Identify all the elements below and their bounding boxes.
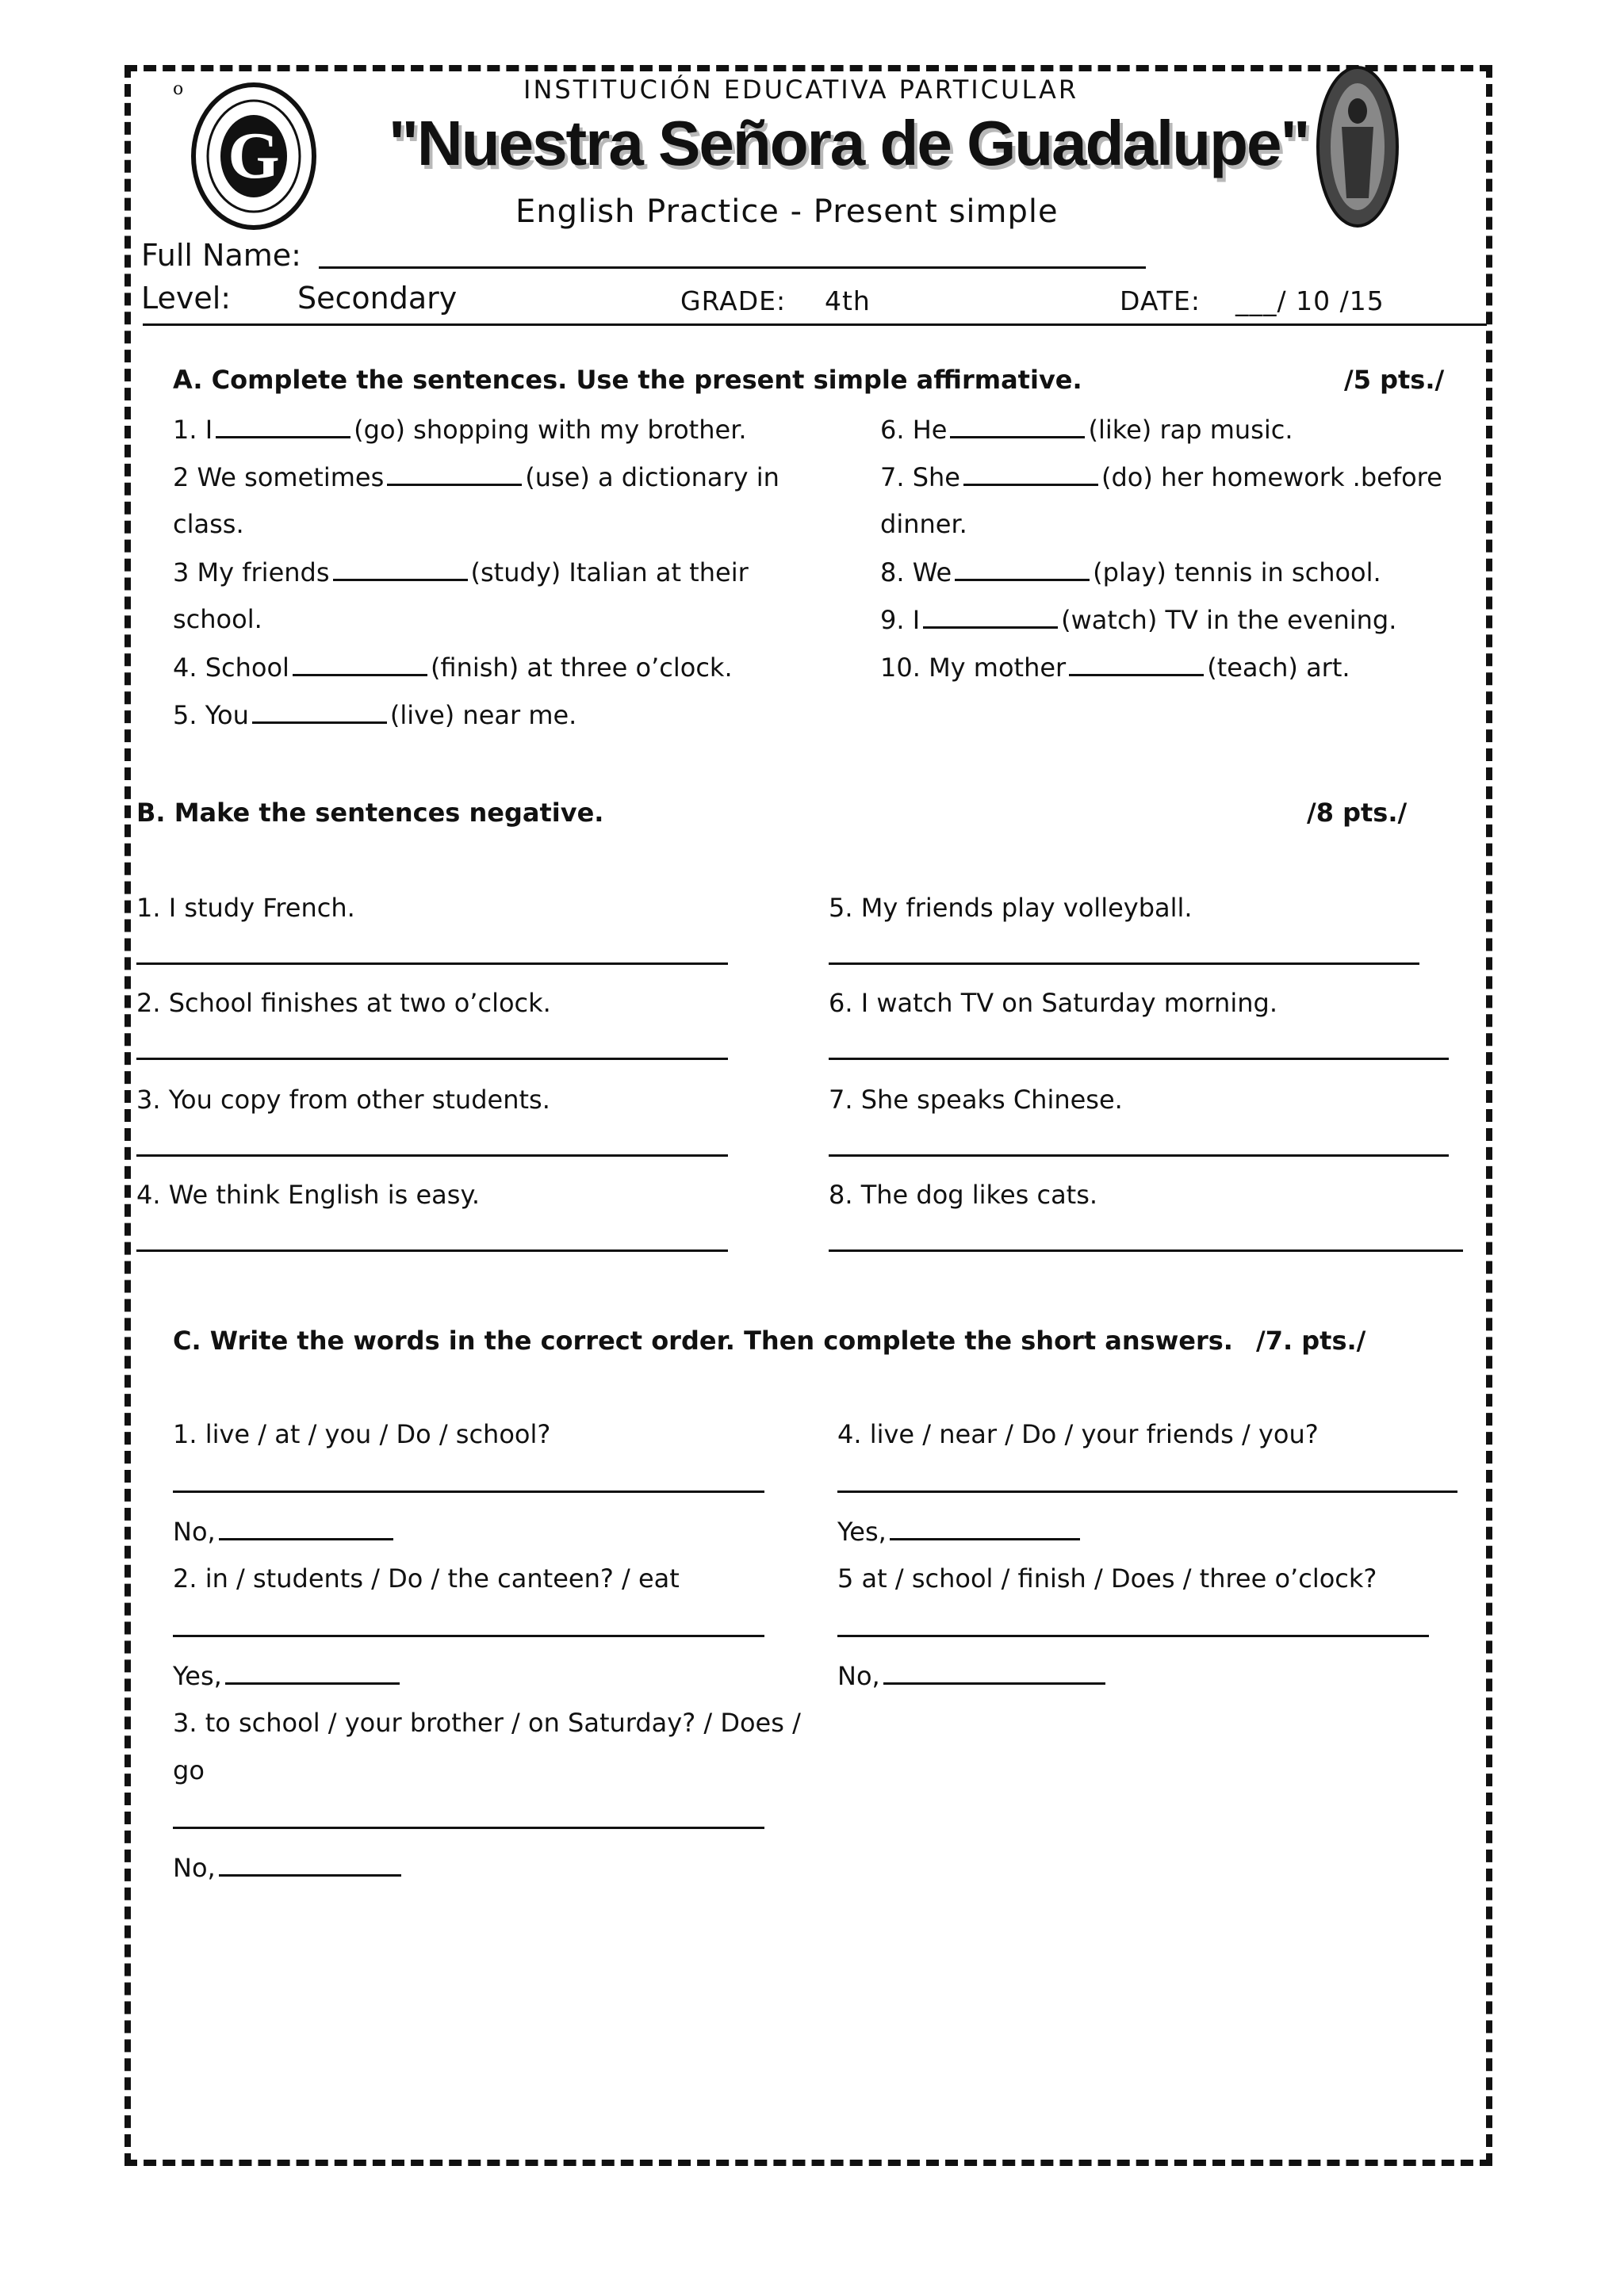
c-answer-line-1[interactable] bbox=[173, 1490, 764, 1493]
a-item-4: 4. School (finish) at three o’clock. bbox=[173, 652, 733, 683]
date-label: DATE: bbox=[1120, 285, 1201, 316]
b-item-1: 1. I study French. bbox=[136, 893, 355, 923]
short-answer-blank[interactable] bbox=[883, 1660, 1105, 1685]
short-answer-blank[interactable] bbox=[890, 1516, 1080, 1540]
school-name: "Nuestra Señora de Guadalupe" bbox=[389, 108, 1309, 178]
a-item-2: 2 We sometimes (use) a dictionary in bbox=[173, 462, 779, 492]
section-b-title: B. Make the sentences negative. bbox=[136, 798, 604, 828]
worksheet-subtitle: English Practice - Present simple bbox=[515, 193, 1059, 230]
b-answer-line-3[interactable] bbox=[136, 1154, 728, 1157]
b-item-5: 5. My friends play volleyball. bbox=[829, 893, 1193, 923]
a-item-3-cont: school. bbox=[173, 604, 262, 634]
full-name-field[interactable] bbox=[319, 266, 1146, 269]
b-answer-line-5[interactable] bbox=[829, 962, 1419, 965]
b-item-2: 2. School finishes at two o’clock. bbox=[136, 988, 551, 1018]
a-item-5: 5. You (live) near me. bbox=[173, 700, 577, 730]
answer-blank[interactable] bbox=[293, 652, 427, 676]
answer-blank[interactable] bbox=[950, 414, 1085, 438]
grade-value: 4th bbox=[825, 285, 871, 316]
a-item-7: 7. She (do) her homework .before bbox=[880, 462, 1442, 492]
c-answer-line-2[interactable] bbox=[173, 1635, 764, 1637]
c-item-2: 2. in / students / Do / the canteen? / eat bbox=[173, 1563, 680, 1594]
grade-label: GRADE: bbox=[680, 285, 787, 316]
svg-text:G: G bbox=[228, 119, 280, 193]
b-answer-line-6[interactable] bbox=[829, 1058, 1449, 1060]
c-short-answer-3: No, bbox=[173, 1852, 404, 1883]
c-item-5: 5 at / school / finish / Does / three o’clock? bbox=[837, 1563, 1377, 1594]
c-short-answer-1: No, bbox=[173, 1516, 396, 1547]
short-answer-blank[interactable] bbox=[225, 1660, 400, 1685]
a-item-6: 6. He (like) rap music. bbox=[880, 415, 1293, 445]
b-item-4: 4. We think English is easy. bbox=[136, 1180, 480, 1210]
b-answer-line-4[interactable] bbox=[136, 1249, 728, 1252]
short-answer-blank[interactable] bbox=[219, 1852, 401, 1877]
a-item-9: 9. I (watch) TV in the evening. bbox=[880, 605, 1397, 635]
school-crest-logo bbox=[190, 81, 317, 232]
b-item-7: 7. She speaks Chinese. bbox=[829, 1085, 1123, 1115]
header-divider bbox=[143, 323, 1487, 326]
a-item-8: 8. We (play) tennis in school. bbox=[880, 557, 1381, 587]
c-short-answer-2: Yes, bbox=[173, 1660, 403, 1691]
date-value: ___/ 10 /15 bbox=[1235, 285, 1385, 316]
answer-blank[interactable] bbox=[963, 461, 1098, 486]
c-answer-line-4[interactable] bbox=[837, 1490, 1457, 1493]
b-answer-line-1[interactable] bbox=[136, 962, 728, 965]
corner-mark: o bbox=[173, 79, 184, 99]
answer-blank[interactable] bbox=[333, 557, 468, 581]
c-item-1: 1. live / at / you / Do / school? bbox=[173, 1419, 551, 1449]
answer-blank[interactable] bbox=[216, 414, 350, 438]
c-item-4: 4. live / near / Do / your friends / you? bbox=[837, 1419, 1319, 1449]
a-item-10: 10. My mother (teach) art. bbox=[880, 652, 1350, 683]
c-short-answer-4: Yes, bbox=[837, 1516, 1083, 1547]
a-item-7-cont: dinner. bbox=[880, 509, 967, 539]
b-answer-line-2[interactable] bbox=[136, 1058, 728, 1060]
answer-blank[interactable] bbox=[1069, 652, 1204, 676]
answer-blank[interactable] bbox=[923, 604, 1058, 629]
b-item-3: 3. You copy from other students. bbox=[136, 1085, 550, 1115]
c-short-answer-5: No, bbox=[837, 1660, 1109, 1691]
level-value: Secondary bbox=[297, 281, 458, 316]
answer-blank[interactable] bbox=[955, 557, 1090, 581]
b-item-8: 8. The dog likes cats. bbox=[829, 1180, 1098, 1210]
c-answer-line-5[interactable] bbox=[837, 1635, 1429, 1637]
b-answer-line-7[interactable] bbox=[829, 1154, 1449, 1157]
virgin-guadalupe-image bbox=[1310, 63, 1405, 230]
answer-blank[interactable] bbox=[387, 461, 522, 486]
a-item-1: 1. I (go) shopping with my brother. bbox=[173, 415, 747, 445]
full-name-label: Full Name: bbox=[141, 238, 301, 273]
c-item-3: 3. to school / your brother / on Saturday? / Does / bbox=[173, 1708, 801, 1738]
b-answer-line-8[interactable] bbox=[829, 1249, 1463, 1252]
institution-label: INSTITUCIÓN EDUCATIVA PARTICULAR bbox=[523, 75, 1079, 105]
a-item-2-cont: class. bbox=[173, 509, 244, 539]
section-a-points: /5 pts./ bbox=[1344, 365, 1445, 395]
section-a-title: A. Complete the sentences. Use the present simple affirmative. bbox=[173, 365, 1082, 395]
c-answer-line-3[interactable] bbox=[173, 1827, 764, 1829]
short-answer-blank[interactable] bbox=[219, 1516, 393, 1540]
c-item-3-cont: go bbox=[173, 1755, 205, 1785]
level-label: Level: bbox=[141, 281, 232, 316]
section-b-points: /8 pts./ bbox=[1307, 798, 1408, 828]
a-item-3: 3 My friends (study) Italian at their bbox=[173, 557, 749, 587]
section-c-title: C. Write the words in the correct order. Then complete the short answers. bbox=[173, 1326, 1233, 1356]
answer-blank[interactable] bbox=[252, 699, 387, 724]
b-item-6: 6. I watch TV on Saturday morning. bbox=[829, 988, 1277, 1018]
section-c-points: /7. pts./ bbox=[1256, 1326, 1366, 1356]
